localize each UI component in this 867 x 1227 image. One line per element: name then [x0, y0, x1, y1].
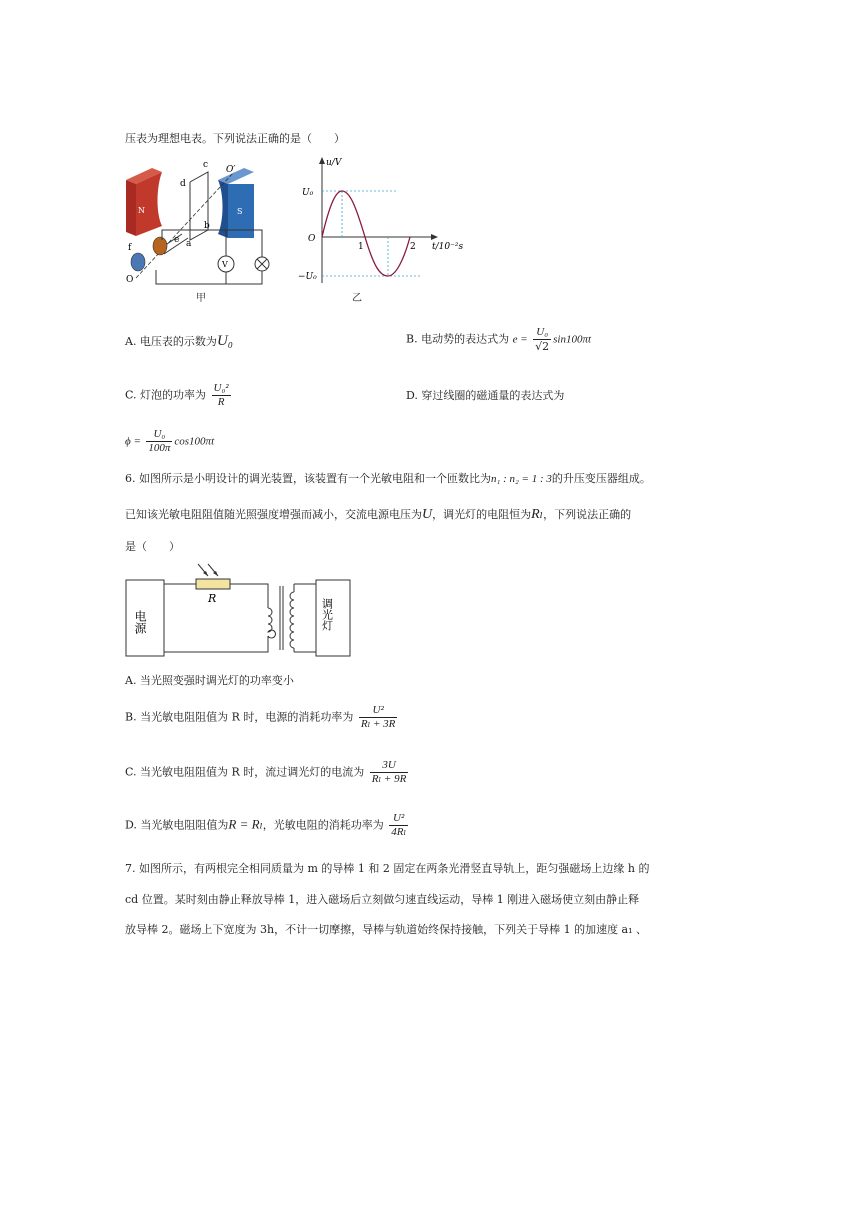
- svg-text:u/V: u/V: [326, 158, 342, 168]
- svg-text:d: d: [180, 179, 186, 189]
- q7-line-2: cd 位置。某时刻由静止释放导棒 1，进入磁场后立刻做匀速直线运动，导棒 1 刚进入磁场使立刻由静止释: [125, 893, 640, 906]
- q7-line-3: 放导棒 2。磁场上下宽度为 3h，不计一切摩擦，导棒与轨道始终保持接触，下列关于导棒 1 的加速度 a₁ 、: [125, 923, 648, 936]
- q6-line-2: 已知该光敏电阻阻值随光照强度增强而减小，交流电源电压为U，调光灯的电阻恒为Rₗ，下列说法正确的: [125, 507, 632, 522]
- sine-curve: [322, 191, 410, 276]
- svg-text:−U₀: −U₀: [298, 272, 317, 282]
- q6-option-a: A. 当光照变强时调光灯的功率变小: [125, 674, 294, 687]
- magnet-s-icon: [218, 168, 254, 238]
- svg-text:2: 2: [410, 242, 416, 252]
- svg-text:调光灯: 调光灯: [320, 598, 334, 631]
- q6-line-3: 是（ ）: [125, 540, 180, 553]
- svg-text:c: c: [203, 160, 209, 170]
- q5-option-b: B. 电动势的表达式为 e = $\frac{\text{U₀}}{√2}$ sin100πt: [406, 326, 592, 353]
- svg-text:S: S: [237, 207, 243, 216]
- svg-text:t/10⁻²s: t/10⁻²s: [432, 242, 464, 252]
- q5-option-d: D. 穿过线圈的磁通量的表达式为: [406, 389, 565, 402]
- q6-option-c: C. 当光敏电阻阻值为 R 时，流过调光灯的电流为 $\frac{3U}{\text{Rₗ + 9R}}$: [125, 759, 407, 785]
- dimmer-circuit: [124, 564, 354, 660]
- q6-line-1: 6. 如图所示是小明设计的调光装置，该装置有一个光敏电阻和一个匝数比为n₁ : n₂ = 1 : 3的升压变压器组成。: [125, 472, 651, 485]
- fig-yi-caption: 乙: [352, 293, 362, 304]
- q5-option-c: C. 灯泡的功率为 $\frac{\text{U₀²}}{R}$: [125, 382, 229, 408]
- voltmeter-icon: [218, 256, 234, 272]
- q6-option-b: B. 当光敏电阻阻值为 R 时，电源的消耗功率为 $\frac{\text{U²}}{\text{Rₗ + 3R}}$: [125, 704, 396, 730]
- svg-text:O: O: [126, 275, 134, 285]
- q5-option-a: A. 电压表的示数为U₀: [125, 333, 233, 349]
- svg-text:N: N: [138, 206, 145, 215]
- q5-stem-tail: 压表为理想电表。下列说法正确的是（ ）: [125, 132, 345, 145]
- svg-text:O: O: [308, 234, 316, 244]
- svg-text:1: 1: [358, 242, 364, 252]
- q6-option-d: D. 当光敏电阻阻值为R = Rₗ，光敏电阻的消耗功率为 $\frac{\text{U²}}{\text{4Rₗ}}$: [125, 812, 407, 838]
- svg-text:f: f: [128, 243, 132, 253]
- magnet-n-icon: [126, 168, 162, 236]
- lamp-icon: [255, 257, 269, 271]
- photoresistor-icon: [196, 564, 230, 589]
- svg-text:电源: 电源: [133, 610, 147, 634]
- generator-figure: [122, 158, 282, 288]
- svg-text:U₀: U₀: [302, 188, 314, 198]
- q5-option-d-formula: ϕ = $\frac{\text{U₀}}{100\pi}$ cos100πt: [125, 428, 215, 454]
- fig-jia-caption: 甲: [196, 293, 206, 304]
- voltage-time-graph: [300, 155, 470, 290]
- svg-text:O′: O′: [226, 165, 236, 175]
- q7-line-1: 7. 如图所示，有两根完全相同质量为 m 的导棒 1 和 2 固定在两条光滑竖直导轨上，距匀强磁场上边缘 h 的: [125, 862, 650, 875]
- svg-text:e: e: [174, 235, 180, 245]
- svg-text:V: V: [222, 260, 228, 269]
- svg-text:R: R: [208, 592, 217, 605]
- svg-text:b: b: [204, 221, 210, 231]
- svg-text:a: a: [186, 239, 192, 249]
